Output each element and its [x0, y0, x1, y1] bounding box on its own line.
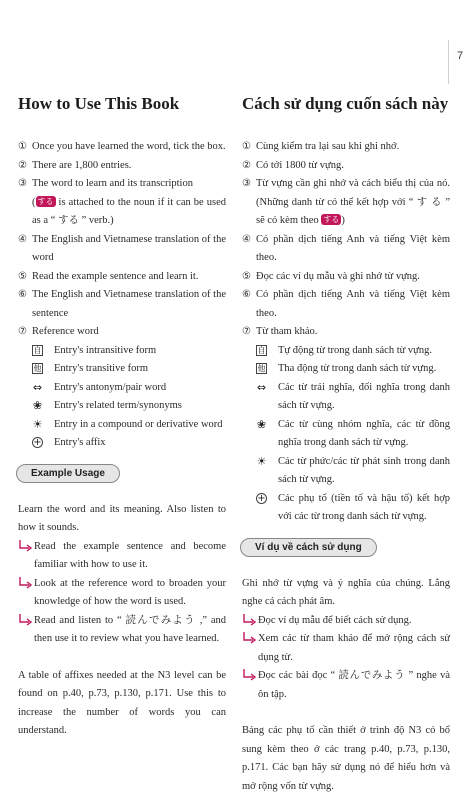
arrow-icon — [242, 614, 256, 626]
affix-icon: + — [33, 437, 42, 448]
antonym-icon: ⇔ — [32, 380, 43, 394]
list-item: ② There are 1,800 entries. — [18, 159, 132, 171]
intransitive-icon: 自 — [257, 345, 266, 355]
reference-row: 自 Tự động từ trong danh sách từ vựng. — [257, 344, 432, 356]
list-item: ④ Có phần dịch tiếng Anh và tiếng Việt kèm theo. — [242, 233, 450, 263]
list-item: ⑦ Từ tham khảo. — [242, 326, 318, 337]
example-step: Đọc các bài đọc “ 読んでみよう ” nghe và ôn tập. — [242, 667, 450, 704]
example-step: Read and listen to “ 読んでみよう ,” and then use it to review what you have learned. — [18, 612, 226, 649]
reference-row: ❀ Các từ cùng nhóm nghĩa, các từ đồng nghĩa trong danh sách từ vựng. — [256, 417, 450, 448]
list-item: ⑥ Có phần dịch tiếng Anh và tiếng Việt kèm theo. — [242, 289, 450, 319]
vietnamese-column — [242, 94, 450, 796]
list-item: ② Có tới 1800 từ vựng. — [242, 159, 344, 171]
reference-row: + Các phụ tố (tiền tố và hậu tố) kết hợp với các từ trong danh sách từ vựng. — [257, 492, 450, 522]
list-item: ③ Từ vựng cần ghi nhớ và cách biểu thị của nó. (Những danh từ có thể kết hợp với “ す る ” sẽ có kèm theo する ) — [242, 178, 450, 226]
reference-row: + Entry's affix — [33, 437, 106, 448]
list-item: ⑤ Đọc các ví dụ mẫu và ghi nhớ từ vựng. — [242, 270, 420, 282]
example-usage-heading: Ví dụ về cách sử dụng — [240, 538, 377, 557]
arrow-icon — [18, 614, 32, 626]
example-intro: Ghi nhớ từ vựng và ý nghĩa của chúng. Lắng nghe cả cách phát âm. — [242, 577, 450, 607]
example-step: Read the example sentence and become familiar with how to use it. — [18, 538, 226, 575]
example-step: Đọc ví dụ mẫu để biết cách sử dụng. — [242, 612, 450, 631]
example-usage-heading: Example Usage — [16, 464, 120, 483]
example-heading-wrap — [16, 463, 226, 483]
reference-row: ⇔ Entry's antonym/pair word — [32, 380, 167, 394]
affix-icon: + — [257, 492, 266, 504]
related-term-icon: ❀ — [32, 399, 43, 412]
antonym-icon: ⇔ — [256, 380, 267, 394]
list-item: ⑤ Read the example sentence and learn it. — [18, 270, 199, 282]
list-item: ④ The English and Vietnamese translation of the word — [18, 233, 226, 263]
page-edge-rule — [448, 40, 449, 84]
list-item: ⑥ The English and Vietnamese translation of the sentence — [18, 289, 226, 319]
english-column — [18, 94, 226, 741]
example-step: Look at the reference word to broaden your knowledge of how the word is used. — [18, 575, 226, 612]
example-intro: Learn the word and its meaning. Also listen to how it sounds. — [18, 503, 226, 533]
reference-row: ⇔ Các từ trái nghĩa, đối nghĩa trong danh sách từ vựng. — [256, 380, 450, 411]
vietnamese-title: Cách sử dụng cuốn sách này — [242, 94, 449, 113]
suru-badge: する — [37, 196, 54, 206]
compound-icon: ☀ — [256, 454, 267, 468]
transitive-icon: 他 — [257, 364, 266, 373]
intransitive-icon: 自 — [33, 345, 42, 355]
list-item: ⑦ Reference word — [18, 326, 99, 337]
related-term-icon: ❀ — [256, 417, 267, 431]
example-step: Xem các từ tham khảo để mở rộng cách sử dụng từ. — [242, 630, 450, 667]
transitive-icon: 他 — [33, 364, 42, 373]
reference-row: ☀ Entry in a compound or derivative word — [32, 417, 223, 431]
suru-badge: する — [323, 215, 340, 224]
english-title: How to Use This Book — [18, 94, 180, 113]
example-heading-wrap — [240, 537, 450, 557]
reference-row: ☀ Các từ phức/các từ phát sinh trong danh sách từ vựng. — [256, 454, 450, 485]
list-item: ① Once you have learned the word, tick the box. — [18, 141, 226, 152]
reference-row: ❀ Entry's related term/synonyms — [32, 399, 182, 412]
affix-table-note: A table of affixes needed at the N3 level can be found on p.40, p.73, p.130, p.171. Use this to increase the number of words you can understand. — [18, 669, 226, 736]
reference-row: 他 Tha động từ trong danh sách từ vựng. — [257, 363, 437, 374]
reference-row: 他 Entry's transitive form — [33, 363, 149, 374]
reference-row: 自 Entry's intransitive form — [33, 344, 157, 356]
list-item: ① Cùng kiểm tra lại sau khi ghi nhớ. — [242, 141, 400, 152]
compound-icon: ☀ — [32, 417, 43, 431]
arrow-icon — [242, 632, 256, 644]
arrow-icon — [242, 669, 256, 681]
arrow-icon — [18, 540, 32, 552]
page-number: 7 — [457, 50, 464, 62]
affix-table-note: Bảng các phụ tố cần thiết ở trình độ N3 có bổ sung kèm theo ở các trang p.40, p.73, p.130, p.171. Các bạn hãy sử dụng nó để hiểu hơn và mở rộng vốn từ vựng. — [242, 725, 450, 792]
arrow-icon — [18, 577, 32, 589]
list-item: ③ The word to learn and its transcription ( する is attached to the noun if it can be used as a “ する ” verb.) — [18, 178, 226, 226]
